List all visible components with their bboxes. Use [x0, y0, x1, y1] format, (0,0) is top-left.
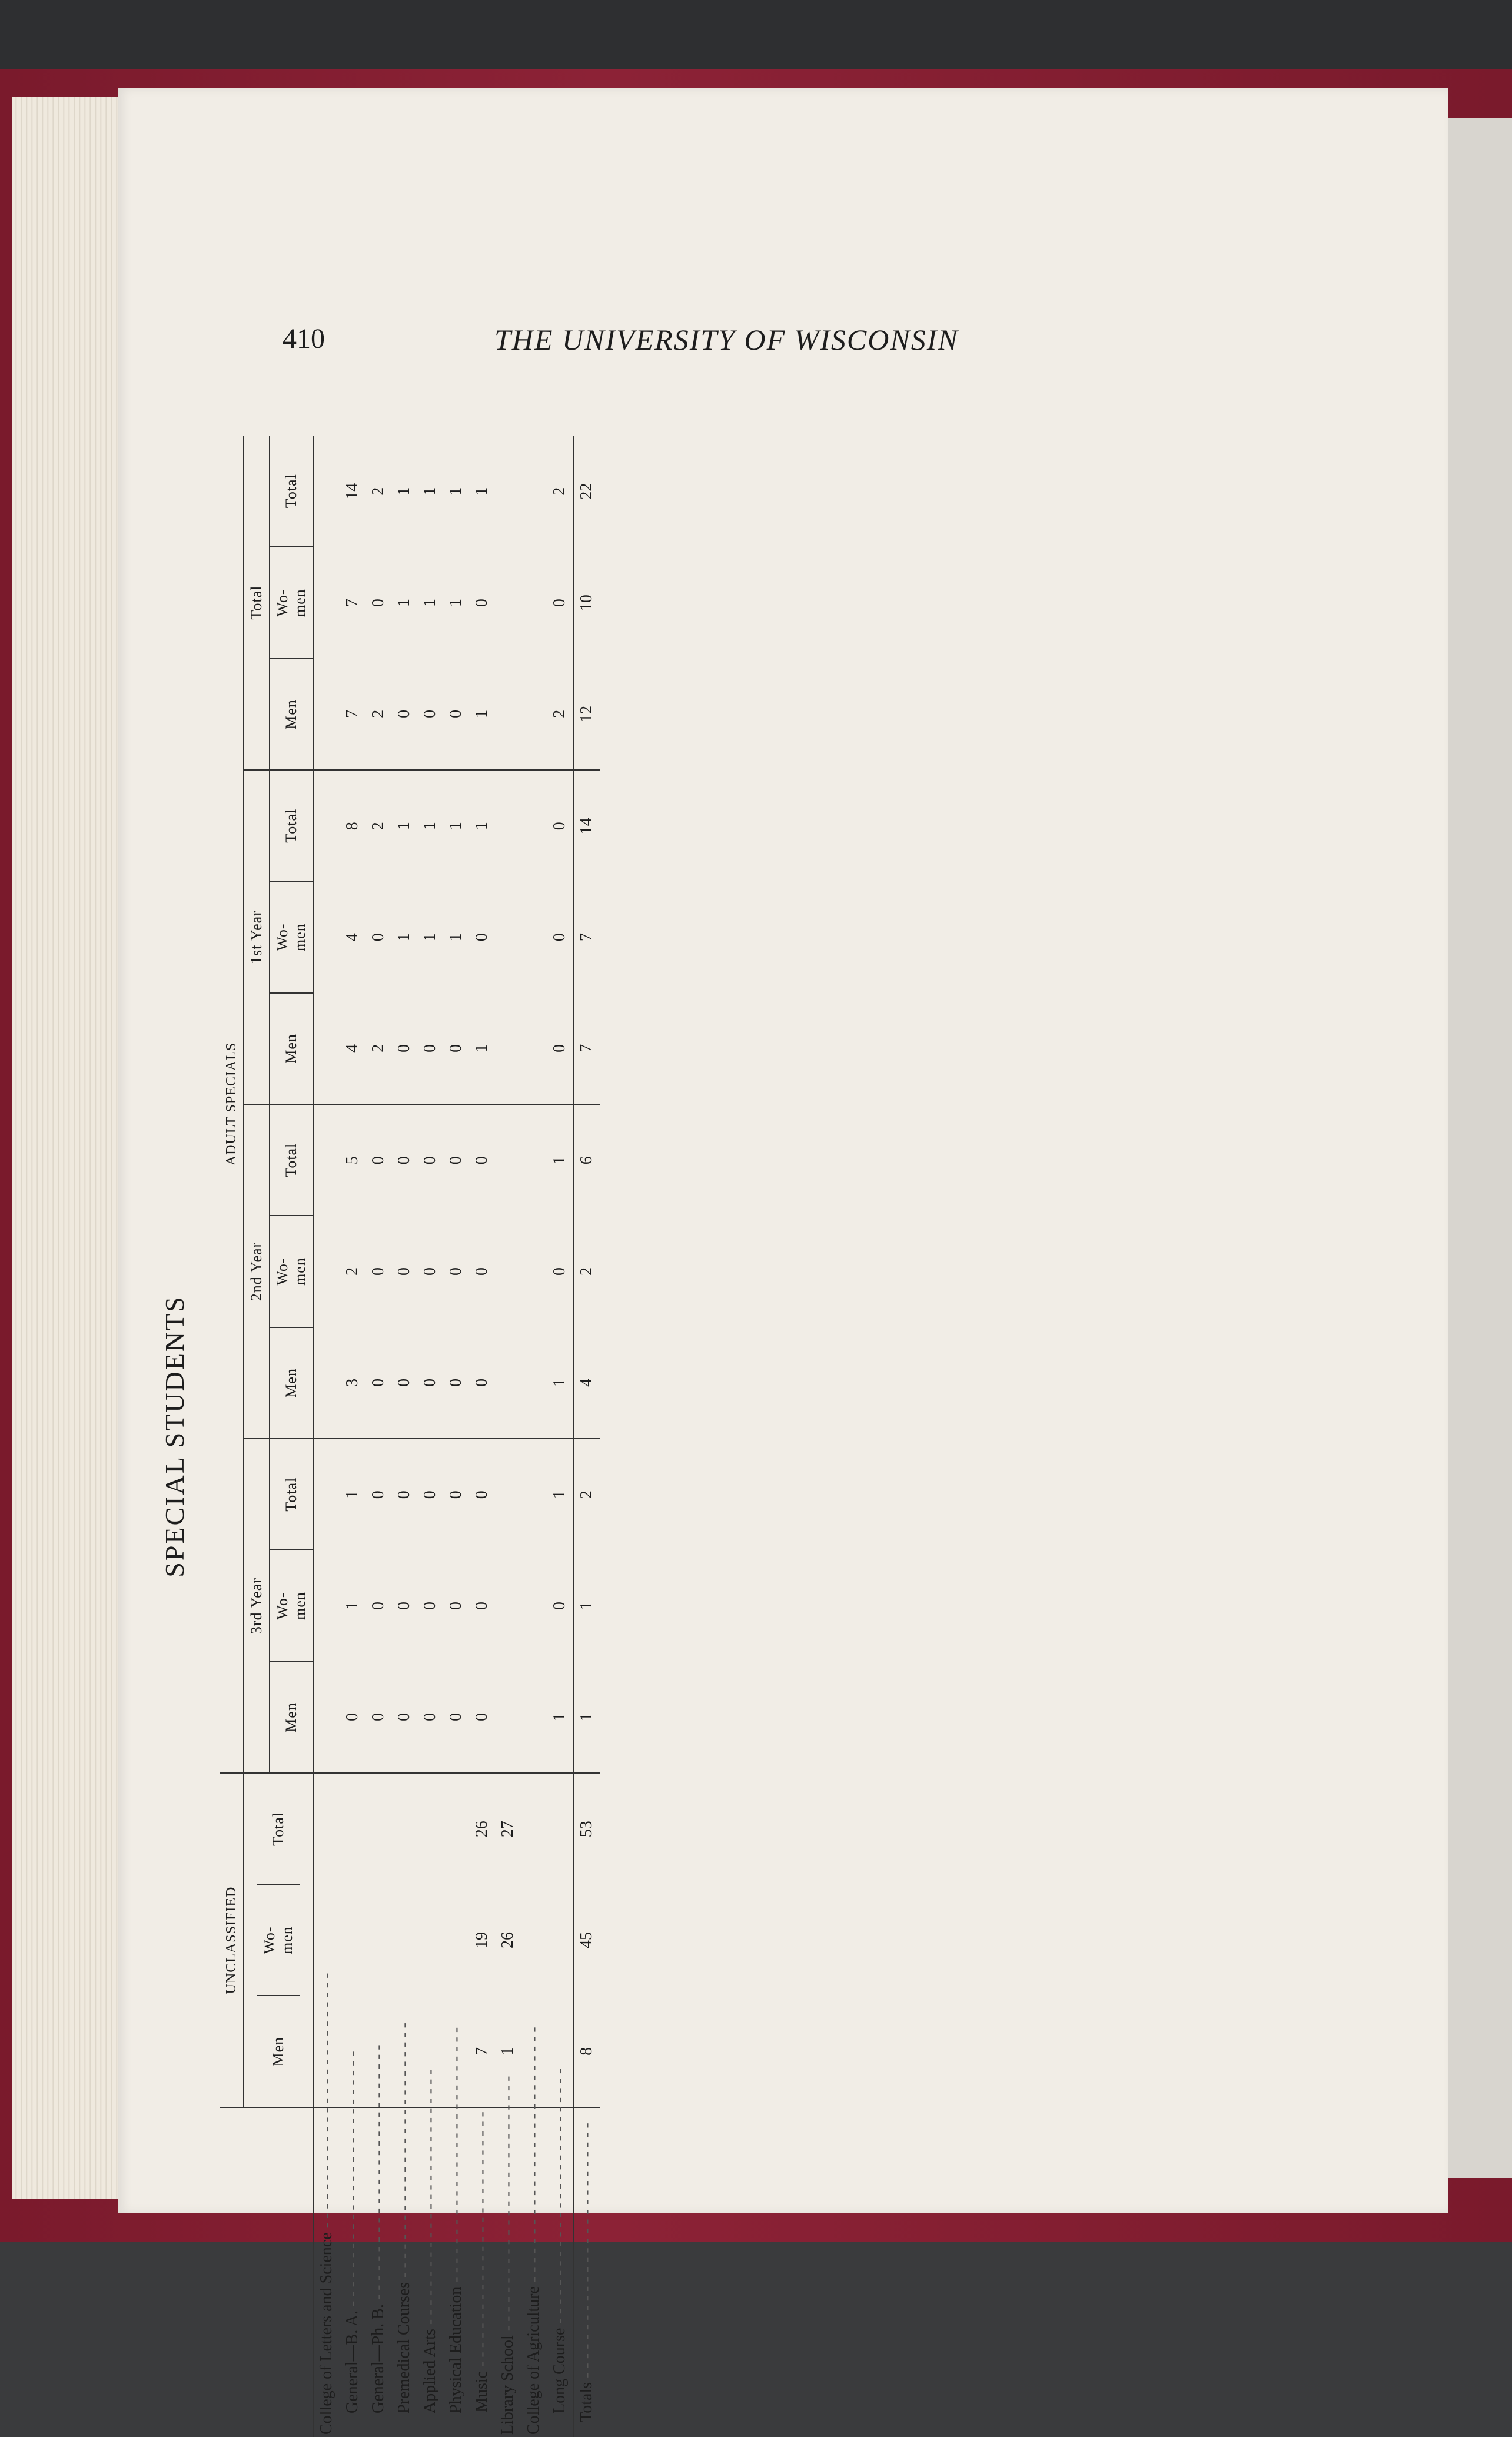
col-2nd-total: Total: [270, 1104, 313, 1216]
col-2nd-women: Wo- men: [270, 1216, 313, 1327]
leader-dots: - - - - - - - - - - - - - - - - - - - - - - - - - - -: [447, 2027, 465, 2287]
row-label: [443, 2027, 469, 2437]
table-cell: 0: [469, 1662, 495, 1773]
table-cell: [391, 1884, 417, 1996]
table-cell: 0: [447, 1490, 465, 1499]
table-cell: [495, 547, 521, 658]
table-cell: [521, 436, 547, 547]
header-adult-specials: ADULT SPECIALS: [220, 436, 244, 1773]
table-cell: 4: [340, 993, 365, 1104]
table-cell: 0: [473, 933, 491, 942]
row-label: [547, 2068, 573, 2437]
table-row: [547, 436, 573, 2437]
table-cell: 8: [573, 1996, 600, 2107]
row-label: [495, 2076, 521, 2437]
table-cell: 0: [443, 659, 469, 770]
table-cell: [521, 1104, 547, 1216]
row-label-text: Library School: [499, 2335, 517, 2435]
table-cell: [521, 1662, 547, 1773]
special-students-table: [220, 436, 600, 2437]
table-title: SPECIAL STUDENTS: [159, 1295, 190, 1578]
table-cell: 0: [443, 993, 469, 1104]
table-cell: 1: [495, 1996, 521, 2107]
facing-page-edge: [1445, 118, 1512, 2178]
table-cell: 27: [499, 1821, 517, 1838]
table-cell: 7: [343, 599, 361, 607]
table-cell: 0: [369, 1490, 387, 1499]
table-cell: 2: [343, 1267, 361, 1276]
table-cell: 1: [343, 1490, 361, 1499]
table-cell: 0: [417, 1662, 443, 1773]
row-label-text: Music: [473, 2370, 491, 2412]
table-row: [417, 436, 443, 2437]
table-cell: 8: [343, 822, 361, 831]
table-cell: 5: [343, 1156, 361, 1165]
table-cell: 45: [573, 1884, 600, 1996]
leader-dots: - - - - - - - - - - - - - - - - - - - - - - - - - - -: [395, 2023, 413, 2282]
table-cell: 14: [573, 770, 600, 881]
table-cell: 0: [473, 1602, 491, 1611]
header-unclassified-cols: [244, 1773, 313, 2107]
leader-dots: - - - - - - - - - - - - - - - - - - - - - - - - - - -: [421, 2069, 439, 2329]
table-cell: 1: [447, 599, 465, 607]
leader-dots: - - - - - - - - - - - - - - - - - - - - - - - - - - -: [317, 1973, 335, 2233]
row-label: [313, 1973, 340, 2437]
table-cell: 1: [447, 933, 465, 942]
table-cell: 0: [369, 1602, 387, 1611]
row-label-text: General—B. A.: [343, 2310, 361, 2413]
table-cell: 1: [550, 1156, 569, 1165]
table-cell: 1: [395, 599, 413, 607]
row-label: [365, 2044, 391, 2437]
table-cell: 2: [573, 1439, 600, 1550]
table-cell: 0: [417, 659, 443, 770]
row-label: [573, 2107, 600, 2437]
table-cell: [495, 770, 521, 881]
table-cell: [521, 881, 547, 992]
table-cell: [313, 881, 340, 992]
table-cell: 2: [369, 487, 387, 496]
table-cell: 0: [395, 1602, 413, 1611]
table-cell: [313, 1662, 340, 1773]
header-3rd-year: 3rd Year: [244, 1439, 270, 1773]
table-row: [521, 436, 547, 2437]
header-unclassified: UNCLASSIFIED: [220, 1773, 244, 2107]
table-cell: 19: [473, 1932, 491, 1949]
table-cell: 2: [365, 993, 391, 1104]
table-cell: [340, 1884, 365, 1996]
table-cell: 1: [447, 822, 465, 831]
col-1st-total: Total: [270, 770, 313, 881]
page-header: [283, 323, 1083, 364]
table-cell: 0: [369, 933, 387, 942]
table-cell: 0: [550, 933, 569, 942]
col-total: Total: [257, 1774, 300, 1885]
table-container: [218, 436, 602, 2437]
col-2nd-men: Men: [270, 1327, 313, 1439]
table-cell: 1: [421, 933, 439, 942]
table-row: [313, 436, 340, 2437]
table-cell: [495, 881, 521, 992]
table-cell: [313, 1439, 340, 1550]
table-cell: 1: [469, 659, 495, 770]
row-label-text: Physical Education: [447, 2286, 465, 2413]
table-cell: 1: [469, 993, 495, 1104]
table-cell: [521, 547, 547, 658]
leader-dots: - - - - - - - - - - - - - - - - - - - - - - - - - - -: [577, 2123, 596, 2382]
table-row: [391, 436, 417, 2437]
row-label: [521, 2027, 547, 2437]
table-cell: 2: [369, 822, 387, 831]
table-cell: [521, 993, 547, 1104]
table-cell: 0: [395, 1267, 413, 1276]
table-cell: [313, 1104, 340, 1216]
table-cell: [521, 1550, 547, 1661]
table-cell: 0: [369, 599, 387, 607]
table-row: [340, 436, 365, 2437]
table-cell: 7: [573, 881, 600, 992]
table-cell: 0: [365, 1662, 391, 1773]
table-row: [365, 436, 391, 2437]
col-total-total: Total: [270, 436, 313, 547]
table-cell: 4: [343, 933, 361, 942]
leader-dots: - - - - - - - - - - - - - - - - - - - - - - - - - - -: [499, 2076, 517, 2336]
table-cell: [313, 436, 340, 547]
leader-dots: - - - - - - - - - - - - - - - - - - - - - - - - - - -: [473, 2111, 491, 2371]
table-cell: 0: [369, 1156, 387, 1165]
table-cell: [521, 1439, 547, 1550]
table-cell: 0: [473, 1267, 491, 1276]
table-cell: [417, 1884, 443, 1996]
col-3rd-women: Wo- men: [270, 1550, 313, 1661]
table-cell: [313, 1327, 340, 1439]
table-cell: 3: [340, 1327, 365, 1439]
col-total-men: Men: [270, 659, 313, 770]
table-cell: 1: [573, 1550, 600, 1661]
table-cell: 6: [573, 1104, 600, 1216]
table-cell: 0: [447, 1156, 465, 1165]
table-cell: [495, 1327, 521, 1439]
table-cell: [313, 1216, 340, 1327]
table-cell: 0: [550, 599, 569, 607]
table-cell: [521, 1884, 547, 1996]
table-cell: [495, 1550, 521, 1661]
table-cell: [443, 1884, 469, 1996]
table-cell: [313, 659, 340, 770]
table-cell: [313, 770, 340, 881]
col-1st-women: Wo- men: [270, 881, 313, 992]
row-label-text: Applied Arts: [421, 2329, 439, 2413]
page-edges: [12, 97, 124, 2199]
table-cell: 2: [550, 487, 569, 496]
table-cell: [313, 993, 340, 1104]
table-cell: 0: [369, 1267, 387, 1276]
table-cell: 1: [395, 822, 413, 831]
table-cell: 0: [417, 1327, 443, 1439]
table-cell: 0: [447, 1267, 465, 1276]
table-cell: [365, 1773, 391, 1884]
row-label: [417, 2069, 443, 2437]
table-cell: 1: [547, 1662, 573, 1773]
table-cell: [443, 1773, 469, 1884]
table-cell: 1: [421, 487, 439, 496]
table-cell: [313, 1550, 340, 1661]
table-cell: 4: [573, 1327, 600, 1439]
rotated-table-block: [159, 436, 759, 2437]
leader-dots: - - - - - - - - - - - - - - - - - - - - - - - - - - -: [524, 2027, 543, 2287]
table-cell: [547, 1773, 573, 1884]
table-cell: 1: [573, 1662, 600, 1773]
table-cell: 0: [421, 1156, 439, 1165]
table-cell: 0: [447, 1602, 465, 1611]
header-total: Total: [244, 436, 270, 770]
leader-dots: - - - - - - - - - - - - - - - - - - - - - - - - - - -: [550, 2068, 569, 2328]
table-cell: 0: [550, 1602, 569, 1611]
table-cell: [521, 770, 547, 881]
table-cell: 0: [421, 1267, 439, 1276]
table-cell: [313, 1773, 340, 1884]
table-cell: [417, 1773, 443, 1884]
table-cell: [521, 1216, 547, 1327]
table-cell: 0: [395, 1490, 413, 1499]
table-cell: 0: [365, 1327, 391, 1439]
row-label-text: Long Course: [550, 2328, 569, 2413]
table-cell: 0: [391, 993, 417, 1104]
table-cell: 0: [473, 599, 491, 607]
table-cell: 1: [473, 822, 491, 831]
table-cell: [340, 1773, 365, 1884]
table-cell: 0: [443, 1662, 469, 1773]
table-cell: 0: [421, 1490, 439, 1499]
table-row: [469, 436, 495, 2437]
table-cell: 1: [447, 487, 465, 496]
running-title: THE UNIVERSITY OF WISCONSIN: [494, 323, 959, 356]
table-cell: 0: [340, 1662, 365, 1773]
table-cell: 0: [469, 1327, 495, 1439]
table-cell: [521, 1327, 547, 1439]
table-cell: 0: [417, 993, 443, 1104]
table-cell: [521, 659, 547, 770]
table-cell: 7: [573, 993, 600, 1104]
totals-row: [573, 436, 600, 2437]
table-cell: [495, 1216, 521, 1327]
row-label-text: College of Letters and Science: [317, 2232, 335, 2435]
table-cell: 1: [547, 1327, 573, 1439]
table-cell: [313, 547, 340, 658]
table-cell: 0: [421, 1602, 439, 1611]
table-cell: 1: [395, 487, 413, 496]
table-cell: [495, 993, 521, 1104]
table-cell: 0: [391, 1327, 417, 1439]
table-cell: [547, 1884, 573, 1996]
table-cell: 14: [343, 483, 361, 500]
table-cell: 0: [443, 1327, 469, 1439]
table-cell: 7: [340, 659, 365, 770]
leader-dots: - - - - - - - - - - - - - - - - - - - - - - - - - - -: [343, 2051, 361, 2311]
table-cell: 1: [343, 1602, 361, 1611]
table-cell: 0: [391, 659, 417, 770]
leader-dots: - - - - - - - - - - - - - - - - - - - - - - - - - - -: [369, 2044, 387, 2305]
table-cell: 0: [550, 1267, 569, 1276]
table-row: [443, 436, 469, 2437]
col-3rd-total: Total: [270, 1439, 313, 1550]
table-cell: 2: [547, 659, 573, 770]
header-2nd-year: 2nd Year: [244, 1104, 270, 1439]
table-cell: [495, 436, 521, 547]
table-cell: [495, 1662, 521, 1773]
row-label-text: Premedical Courses: [395, 2282, 413, 2413]
row-label-text: General—Ph. B.: [369, 2304, 387, 2413]
table-cell: 1: [550, 1490, 569, 1499]
col-total-women: Wo- men: [270, 547, 313, 658]
table-cell: 22: [573, 436, 600, 547]
table-cell: [495, 659, 521, 770]
row-label-text: Totals: [577, 2382, 596, 2422]
table-cell: 53: [573, 1773, 600, 1884]
table-cell: 1: [473, 487, 491, 496]
row-label: [469, 2107, 495, 2437]
header-1st-year: 1st Year: [244, 770, 270, 1104]
col-3rd-men: Men: [270, 1662, 313, 1773]
table-cell: 26: [473, 1821, 491, 1838]
table-cell: [495, 1439, 521, 1550]
table-cell: 0: [547, 993, 573, 1104]
table-cell: 10: [573, 547, 600, 658]
table-cell: [521, 1773, 547, 1884]
table-cell: 12: [573, 659, 600, 770]
page-number: 410: [283, 323, 325, 354]
table-cell: 1: [395, 933, 413, 942]
table-cell: 1: [421, 599, 439, 607]
table-cell: [391, 1773, 417, 1884]
table-cell: 0: [550, 822, 569, 831]
table-row: [495, 436, 521, 2437]
header-blank: [220, 2107, 313, 2437]
col-women: Wo- men: [257, 1885, 300, 1996]
col-1st-men: Men: [270, 993, 313, 1104]
table-cell: 1: [421, 822, 439, 831]
table-cell: [495, 1104, 521, 1216]
row-label: [340, 2051, 365, 2437]
row-label-text: College of Agriculture: [524, 2286, 543, 2435]
table-cell: [365, 1884, 391, 1996]
table-cell: 0: [473, 1156, 491, 1165]
row-label: [391, 2023, 417, 2437]
table-cell: 2: [365, 659, 391, 770]
table-cell: 0: [391, 1662, 417, 1773]
table-cell: 7: [469, 1996, 495, 2107]
table-cell: 0: [473, 1490, 491, 1499]
table-cell: 26: [499, 1932, 517, 1949]
col-men: Men: [270, 2036, 287, 2067]
table-cell: 0: [395, 1156, 413, 1165]
table-cell: 2: [573, 1216, 600, 1327]
